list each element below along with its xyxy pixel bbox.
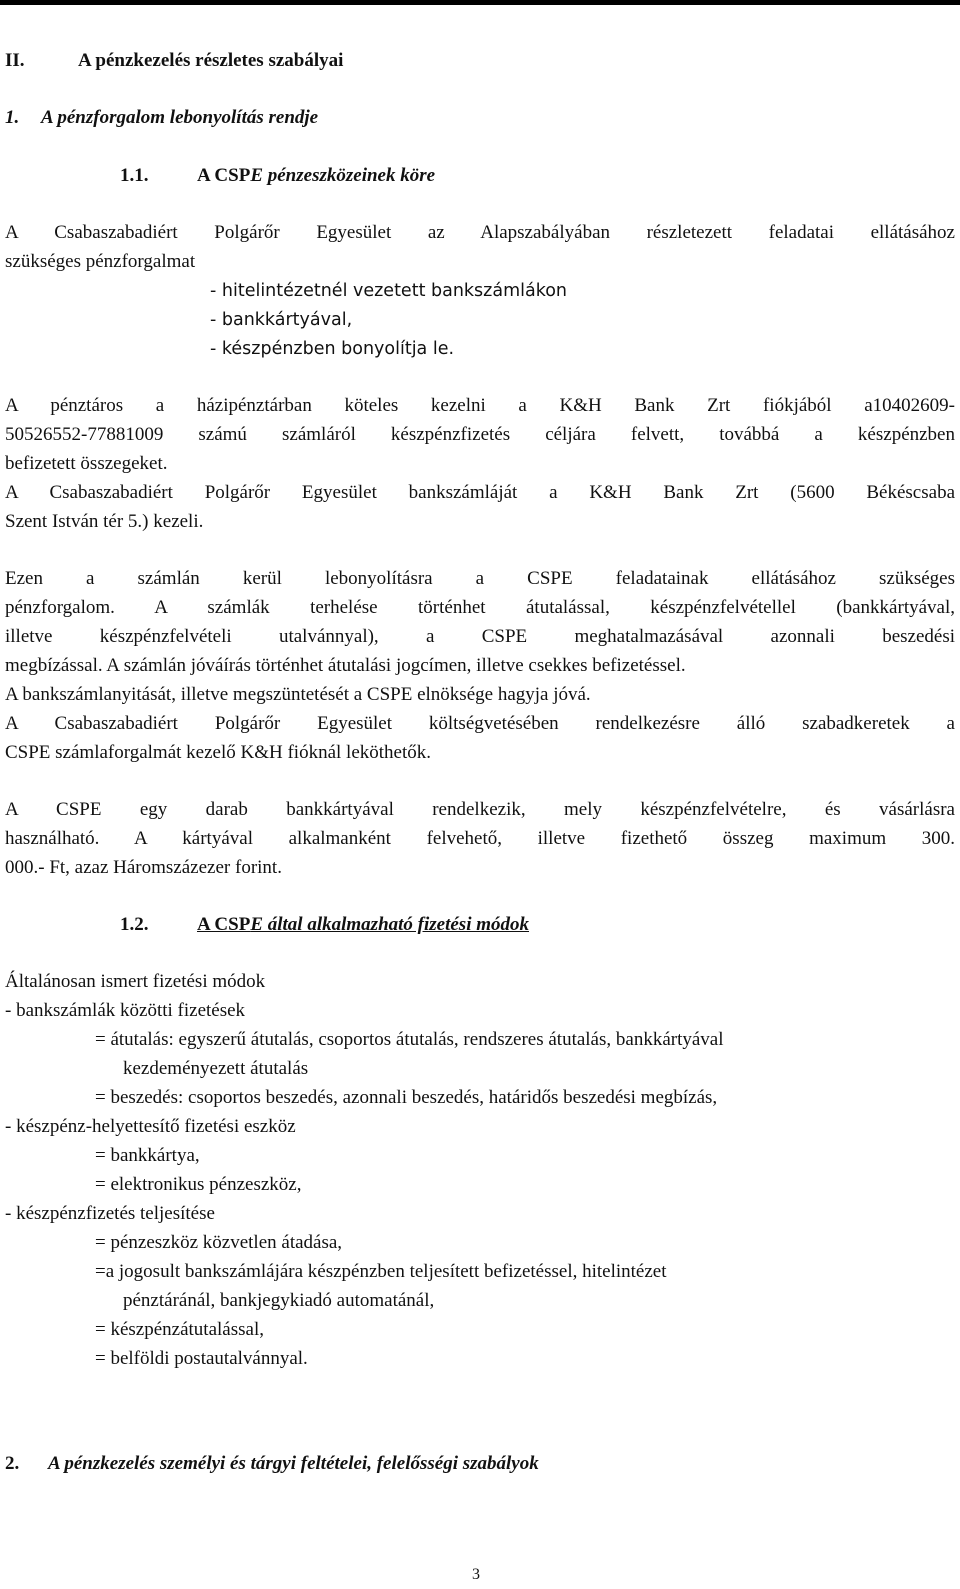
section-title: A pénzkezelés személyi és tárgyi feltételei, felelősségi szabályok (48, 1453, 539, 1474)
paragraph-line: használható. A kártyával alkalmanként felvehető, illetve fizethető összeg maximum 300. (5, 828, 955, 849)
list-subitem: = bankkártya, (95, 1145, 200, 1166)
top-rule (0, 0, 960, 5)
paragraph-line: A Csabaszabadiért Polgárőr Egyesület költségvetésében rendelkezésre álló szabadkeretek a (5, 713, 955, 734)
intro-line: A Csabaszabadiért Polgárőr Egyesület az Alapszabályában részletezett feladatai ellátásához (5, 222, 955, 243)
section-number: II. (5, 50, 25, 71)
subsubsection-number: 1.1. (120, 165, 149, 186)
paragraph-line: A Csabaszabadiért Polgárőr Egyesület bankszámláját a K&H Bank Zrt (5600 Békéscsaba (5, 482, 955, 503)
section-number: 2. (5, 1453, 20, 1474)
intro-bullet: - bankkártyával, (210, 310, 353, 330)
paragraph-line: A pénztáros a házipénztárban köteles kezelni a K&H Bank Zrt fiókjából a10402609- (5, 395, 955, 416)
list-subitem: = pénzeszköz közvetlen átadása, (95, 1232, 343, 1253)
list-subitem: = készpénzátutalással, (95, 1319, 264, 1340)
paragraph-line: A CSPE egy darab bankkártyával rendelkezik, mely készpénzfelvételre, és vásárlásra (5, 799, 955, 820)
intro-bullet: - készpénzben bonyolítja le. (210, 339, 455, 359)
intro-bullet: - hitelintézetnél vezetett bankszámlákon (210, 281, 568, 301)
paragraph-line: illetve készpénzfelvételi utalvánnyal), a CSPE meghatalmazásával azonnali beszedési (5, 626, 955, 647)
paragraph-line: CSPE számlaforgalmát kezelő K&H fióknál leköthetők. (5, 742, 431, 763)
list-heading: Általánosan ismert fizetési módok (5, 971, 266, 992)
list-subitem: = beszedés: csoportos beszedés, azonnali beszedés, határidős beszedési megbízás, (95, 1087, 718, 1108)
paragraph-line: befizetett összegeket. (5, 453, 168, 474)
list-subitem-continuation: pénztáránál, bankjegykiadó automatánál, (123, 1290, 435, 1311)
subsubsection-number: 1.2. (120, 914, 149, 935)
subsubsection-title: A CSPE által alkalmazható fizetési módok (197, 914, 530, 935)
list-subitem: = belföldi postautalvánnyal. (95, 1348, 308, 1369)
list-item: - készpénz-helyettesítő fizetési eszköz (5, 1116, 296, 1137)
list-subitem: = átutalás: egyszerű átutalás, csoportos átutalás, rendszeres átutalás, bankkártyával (95, 1029, 724, 1050)
paragraph-line: A bankszámlanyitását, illetve megszüntetését a CSPE elnöksége hagyja jóvá. (5, 684, 591, 705)
list-item: - bankszámlák közötti fizetések (5, 1000, 246, 1021)
list-subitem: =a jogosult bankszámlájára készpénzben teljesített befizetéssel, hitelintézet (95, 1261, 667, 1282)
subsection-title: A pénzforgalom lebonyolítás rendje (41, 107, 319, 128)
paragraph-line: pénzforgalom. A számlák terhelése történhet átutalással, készpénzfelvétellel (bankkártyával, (5, 597, 955, 618)
paragraph-line: Szent István tér 5.) kezeli. (5, 511, 204, 532)
list-item: - készpénzfizetés teljesítése (5, 1203, 215, 1224)
section-title: A pénzkezelés részletes szabályai (78, 50, 344, 71)
intro-line: szükséges pénzforgalmat (5, 251, 196, 272)
paragraph-line: Ezen a számlán kerül lebonyolításra a CSPE feladatainak ellátásához szükséges (5, 568, 955, 589)
subsection-number: 1. (5, 107, 20, 128)
paragraph-line: 50526552-77881009 számú számláról készpénzfizetés céljára felvett, továbbá a készpénzben (5, 424, 955, 445)
list-subitem-continuation: kezdeményezett átutalás (123, 1058, 309, 1079)
subsubsection-title: A CSPE pénzeszközeinek köre (197, 165, 436, 186)
page-number: 3 (472, 1566, 480, 1583)
list-subitem: = elektronikus pénzeszköz, (95, 1174, 302, 1195)
paragraph-line: megbízással. A számlán jóváírás történhet átutalási jogcímen, illetve csekkes befizetéssel. (5, 655, 686, 676)
paragraph-line: 000.- Ft, azaz Háromszázezer forint. (5, 857, 282, 878)
